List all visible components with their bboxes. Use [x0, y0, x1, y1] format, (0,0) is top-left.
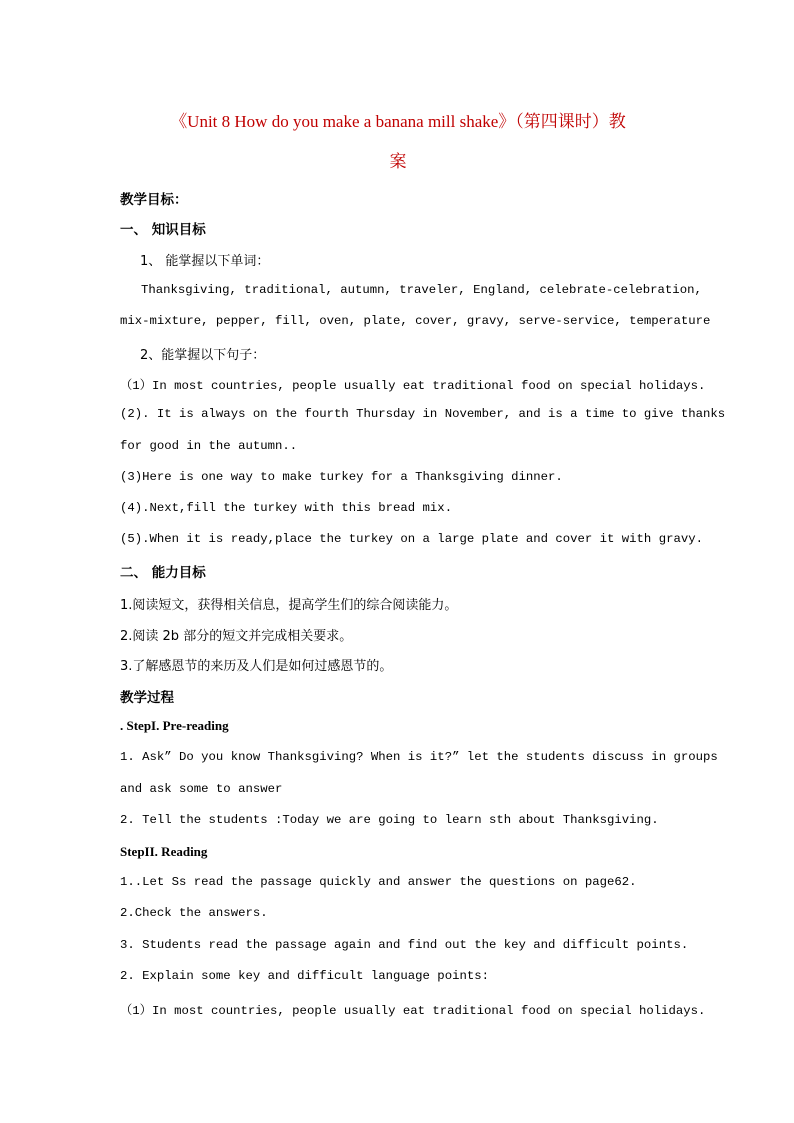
step-2-point-1: （1）In most countries, people usually eat traditional food on special holidays.	[120, 1004, 706, 1018]
step-2-item-3: 3. Students read the passage again and find out the key and difficult points.	[120, 938, 689, 952]
sentence-5: (5).When it is ready,place the turkey on a large plate and cover it with gravy.	[120, 532, 703, 546]
step-2-item-1: 1..Let Ss read the passage quickly and answer the questions on page62.	[120, 875, 637, 889]
step-1-item-1-line-1: 1. Ask” Do you know Thanksgiving? When is it?” let the students discuss in groups	[120, 750, 718, 764]
document-title-line-1: 《Unit 8 How do you make a banana mill shake》（第四课时）教	[170, 112, 626, 131]
sentence-4: (4).Next,fill the turkey with this bread mix.	[120, 501, 453, 515]
document-title-line-2: 案	[389, 152, 407, 171]
sentence-1: （1）In most countries, people usually eat traditional food on special holidays.	[120, 379, 706, 393]
ability-goal-3: 3.了解感恩节的来历及人们是如何过感恩节的。	[120, 659, 393, 674]
heading-teaching-process: 教学过程	[120, 690, 174, 706]
step-1-heading: . StepI. Pre-reading	[120, 718, 229, 733]
sentence-3: (3)Here is one way to make turkey for a Thanksgiving dinner.	[120, 470, 563, 484]
step-2-item-2: 2.Check the answers.	[120, 906, 268, 920]
sentence-2-line-2: for good in the autumn..	[120, 439, 298, 453]
step-1-item-2: 2. Tell the students :Today we are going to learn sth about Thanksgiving.	[120, 813, 659, 827]
ability-goal-1: 1.阅读短文，获得相关信息，提高学生们的综合阅读能力。	[120, 598, 458, 613]
step-2-heading: StepII. Reading	[120, 844, 208, 859]
step-1-item-1-line-2: and ask some to answer	[120, 782, 283, 796]
word-list-line-2: mix-mixture, pepper, fill, oven, plate, cover, gravy, serve-service, temperature	[120, 314, 711, 328]
ability-goal-2: 2.阅读 2b 部分的短文并完成相关要求。	[120, 629, 353, 644]
subheading-sentences: 2、能掌握以下句子：	[140, 348, 266, 363]
word-list-line-1: Thanksgiving, traditional, autumn, traveler, England, celebrate-celebration,	[141, 283, 702, 297]
heading-knowledge-goals: 一、 知识目标	[120, 222, 206, 238]
sentence-2-line-1: (2). It is always on the fourth Thursday in November, and is a time to give thanks	[120, 407, 726, 421]
step-2-item-4: 2. Explain some key and difficult language points:	[120, 969, 489, 983]
subheading-words: 1、 能掌握以下单词：	[140, 254, 270, 269]
heading-teaching-goals: 教学目标：	[120, 192, 188, 208]
heading-ability-goals: 二、 能力目标	[120, 565, 206, 581]
